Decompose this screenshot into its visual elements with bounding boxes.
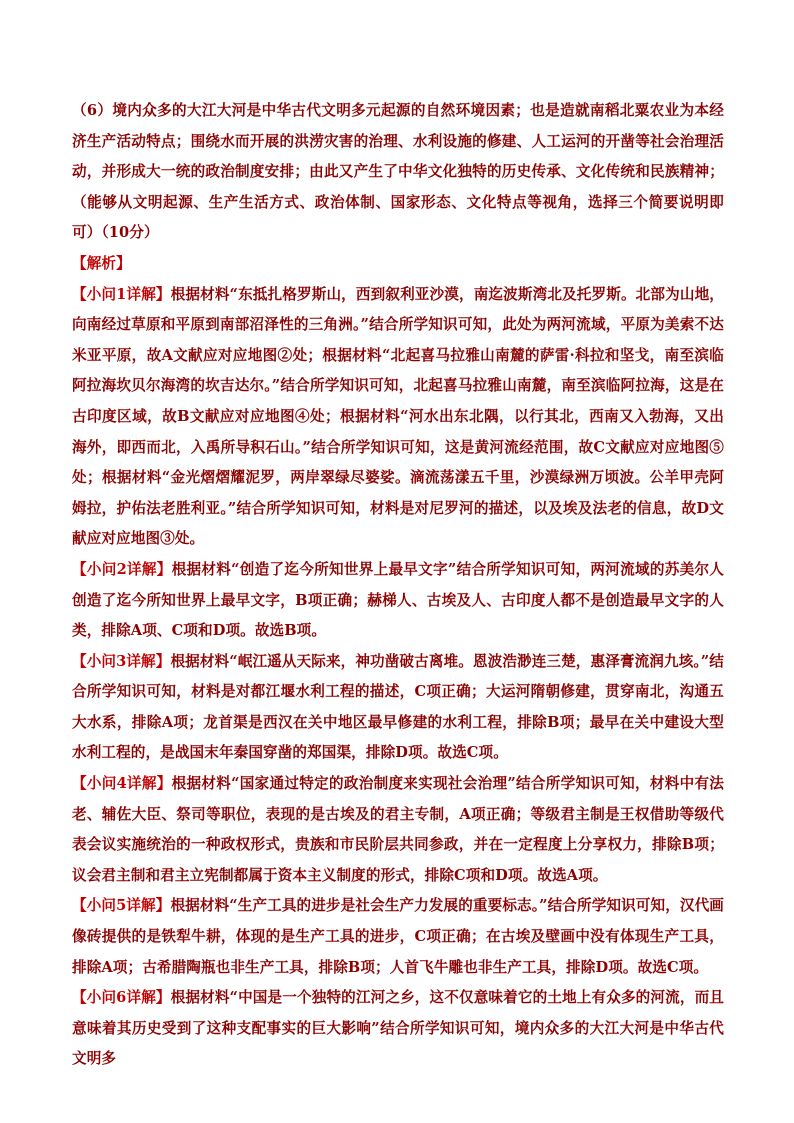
- sub-question-4-label: 【小问4详解】: [72, 775, 172, 793]
- sub-question-5-text: 根据材料“生产工具的进步是社会生产力发展的重要标志。”结合所学知识可知，汉代画像砖提供的是铁犁牛耕，体现的是生产工具的进步，C项正确；在古埃及壁画中没有体现生产工具，排除A项；古希腊陶瓶也非生产工具，排除B项；人首飞牛雕也非生产工具，排除D项。故选C项。: [72, 897, 724, 976]
- sub-question-5-label: 【小问5详解】: [72, 897, 171, 915]
- sub-question-2: [72, 555, 724, 647]
- sub-question-3-label: 【小问3详解】: [72, 652, 171, 670]
- sub-question-6: [72, 983, 724, 1075]
- sub-question-1: [72, 280, 724, 555]
- sub-question-2-text: 根据材料“创造了迄今所知世界上最早文字”结合所学知识可知，两河流域的苏美尔人创造了迄今所知世界上最早文字，B项正确；赫梯人、古埃及人、古印度人都不是创造最早文字的人类，排除A项、C项和D项。故选B项。: [72, 560, 725, 640]
- answer-intro: （6）境内众多的大江大河是中华古代文明多元起源的自然环境因素；也是造就南稻北粟农业为本经济生产活动特点；围绕水而开展的洪涝灾害的治理、水利设施的修建、人工运河的开凿等社会治理活动，并形成大一统的政治制度安排；由此又产生了中华文化独特的历史传承、文化传统和民族精神；（能够从文明起源、生产生活方式、政治体制、国家形态、文化特点等视角，选择三个简要说明即可）（10分）: [72, 102, 724, 242]
- analysis-heading-label: 【解析】: [72, 254, 131, 272]
- sub-question-2-label: 【小问2详解】: [72, 560, 172, 578]
- analysis-heading: [72, 249, 724, 280]
- sub-question-6-text: 根据材料“中国是一个独特的江河之乡，这不仅意味着它的土地上有众多的河流，而且意味着其历史受到了这种支配事实的巨大影响”结合所学知识可知，境内众多的大江大河是中华古代文明多: [72, 989, 725, 1068]
- sub-question-4: [72, 769, 724, 891]
- sub-question-1-label: 【小问1详解】: [72, 285, 171, 303]
- sub-question-5: [72, 891, 724, 983]
- sub-question-1-text: 根据材料“东抵扎格罗斯山，西到叙利亚沙漠，南迄波斯湾北及托罗斯。北部为山地，向南经过草原和平原到南部沼泽性的三角洲。”结合所学知识可知，此处为两河流域，平原为美索不达米亚平原，故A文献应对应地图②处；根据材料“北起喜马拉雅山南麓的萨雷·科拉和坚戈，南至滨临阿拉海坎贝尔海湾的坎吉达尔。”结合所学知识可知，北起喜马拉雅山南麓，南至滨临阿拉海，这是在古印度区域，故B文献应对应地图④处；根据材料“河水出东北隅，以行其北，西南又入勃海，又出海外，即西而北，入禹所导积石山。”结合所学知识可知，这是黄河流经范围，故C文献应对应地图⑤处；根据材料“金光熠熠耀泥罗，两岸翠绿尽婆娑。滴流荡漾五千里，沙漠绿洲万顷波。公羊甲壳阿姆拉，护佑法老胜利亚。”结合所学知识可知，材料是对尼罗河的描述，以及埃及法老的信息，故D文献应对应地图③处。: [72, 285, 725, 548]
- sub-question-3: [72, 647, 724, 769]
- document-page: [72, 96, 724, 1075]
- sub-question-6-label: 【小问6详解】: [72, 989, 171, 1007]
- sub-question-3-text: 根据材料“岷江遥从天际来，神功凿破古离堆。恩波浩渺连三楚，惠泽膏流润九垓。”结合所学知识可知，材料是对都江堰水利工程的描述，C项正确；大运河隋朝修建，贯穿南北，沟通五大水系，排除A项；龙首渠是西汉在关中地区最早修建的水利工程，排除B项；最早在关中建设大型水利工程的，是战国末年秦国穿凿的郑国渠，排除D项。故选C项。: [72, 652, 724, 762]
- sub-question-4-text: 根据材料“国家通过特定的政治制度来实现社会治理”结合所学知识可知，材料中有法老、辅佐大臣、祭司等职位，表现的是古埃及的君主专制，A项正确；等级君主制是王权借助等级代表会议实施统治的一种政权形式，贵族和市民阶层共同参政，并在一定程度上分享权力，排除B项；议会君主制和君主立宪制都属于资本主义制度的形式，排除C项和D项。故选A项。: [72, 775, 725, 884]
